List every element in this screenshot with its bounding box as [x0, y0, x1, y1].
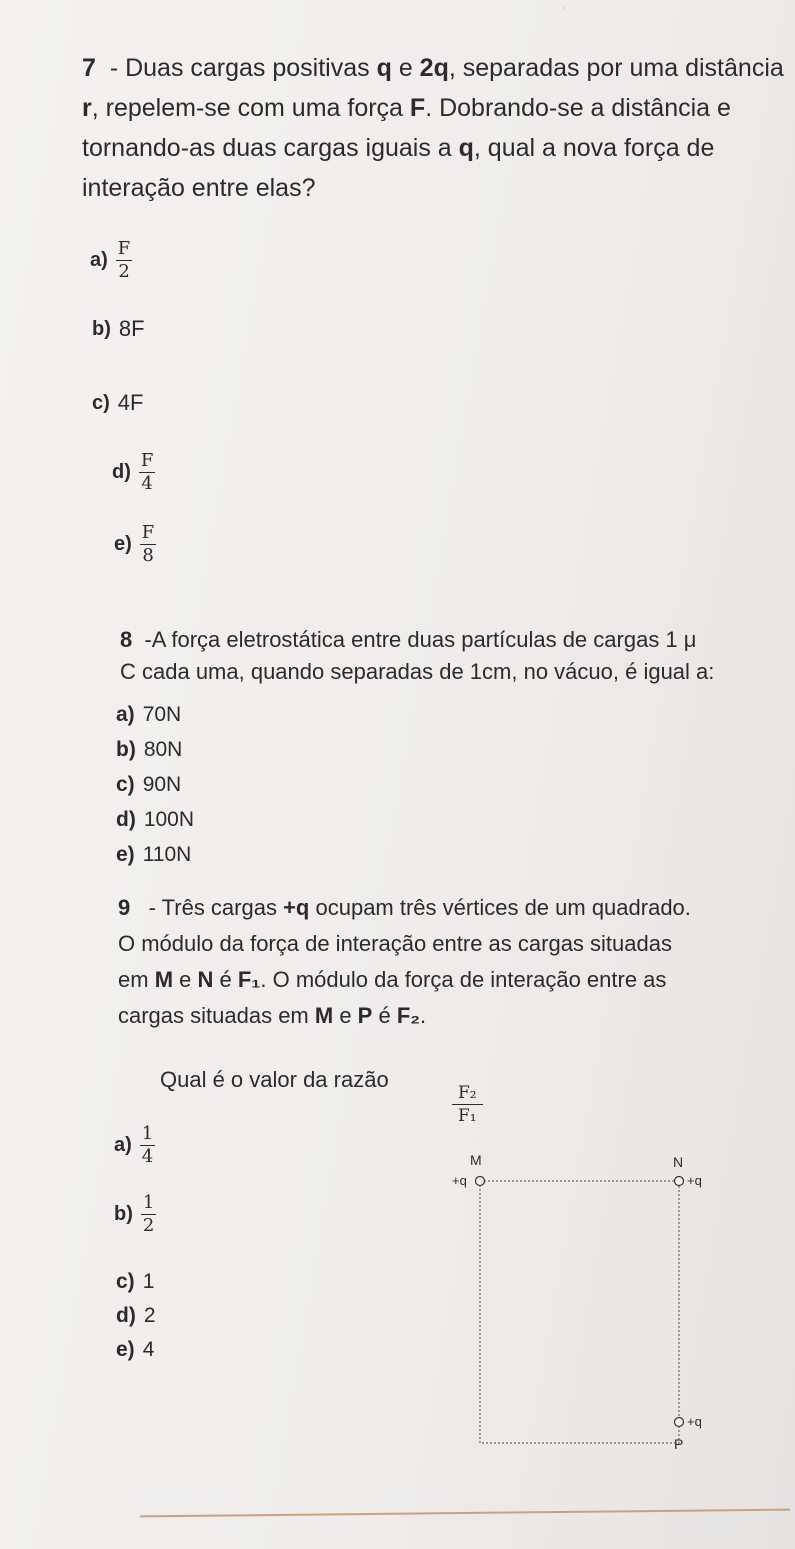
fraction: $\frac{1}{4}$ [141, 1123, 154, 1167]
fraction: $\frac{F}{2}$ [117, 238, 131, 282]
q9-options-rest [116, 1265, 156, 1367]
question-9-number: 9 [118, 895, 131, 920]
question-8-number: 8 [120, 627, 133, 652]
q7-option-c[interactable]: c) 4F [92, 390, 144, 415]
question-7-text: 7 - Duas cargas positivas q e 2q, separadas por uma distância r, repelem-se com uma força F. Dobrando-se a distância e tornando-as duas cargas iguais a q, qual a nova força de interação entre elas? [82, 54, 784, 202]
question-9-text: 9 - Três cargas +q ocupam três vértices de um quadrado. O módulo da força de interação entre as cargas situadas em M e N é F₁. O módulo da força de interação entre as cargas situadas em M e P é F₂. [118, 895, 691, 1028]
ratio-question: Qual é o valor da razão [160, 1067, 389, 1092]
question-8-text: 8 -A força eletrostática entre duas partículas de cargas 1 μ C cada uma, quando separadas de 1cm, no vácuo, é igual a: [120, 627, 715, 684]
ratio-fraction: $\frac{\text{F₂}}{\text{F₁}}$ [452, 1082, 483, 1127]
question-7-number: 7 [82, 54, 96, 82]
q7-option-a[interactable]: a) $\frac{F}{2}$ [90, 238, 131, 282]
q8-option-e[interactable]: e) 110N [116, 843, 192, 866]
vertex-label-p: P [674, 1436, 684, 1452]
q7-option-e[interactable]: e) $\frac{F}{8}$ [114, 522, 155, 566]
charge-circle-m [476, 1177, 485, 1186]
charge-label-n: +q [687, 1173, 702, 1188]
square-outline [480, 1181, 679, 1443]
charge-circle-n [675, 1177, 684, 1186]
vertex-label-m: M [470, 1152, 482, 1168]
q9-option-b[interactable]: b) $\frac{1}{2}$ [114, 1192, 155, 1236]
q8-option-d[interactable]: d) 100N [116, 808, 195, 831]
q9-option-a[interactable]: a) $\frac{1}{4}$ [114, 1123, 154, 1167]
q7-option-d[interactable]: d) $\frac{F}{4}$ [112, 450, 154, 494]
q9-option-d[interactable]: d) 2 [116, 1304, 156, 1327]
charge-label-p: +q [687, 1414, 702, 1429]
charge-label-m: +q [452, 1173, 467, 1188]
fraction: $\frac{F}{4}$ [140, 450, 154, 494]
fraction: $\frac{1}{2}$ [142, 1192, 155, 1236]
q8-option-a[interactable]: a) 70N [116, 703, 182, 726]
q8-option-b[interactable]: b) 80N [116, 738, 183, 761]
q8-options [116, 697, 194, 872]
charge-circle-p [675, 1418, 684, 1427]
bottom-rule [140, 1509, 790, 1518]
q9-option-c[interactable]: c) 1 [116, 1270, 155, 1293]
bleed-through-text: ˈ [560, 2, 568, 29]
q8-option-c[interactable]: c) 90N [116, 773, 182, 796]
fraction: $\frac{F}{8}$ [141, 522, 155, 566]
q9-option-e[interactable]: e) 4 [116, 1338, 155, 1361]
vertex-label-n: N [673, 1154, 684, 1170]
q7-option-b[interactable]: b) 8F [92, 316, 145, 341]
